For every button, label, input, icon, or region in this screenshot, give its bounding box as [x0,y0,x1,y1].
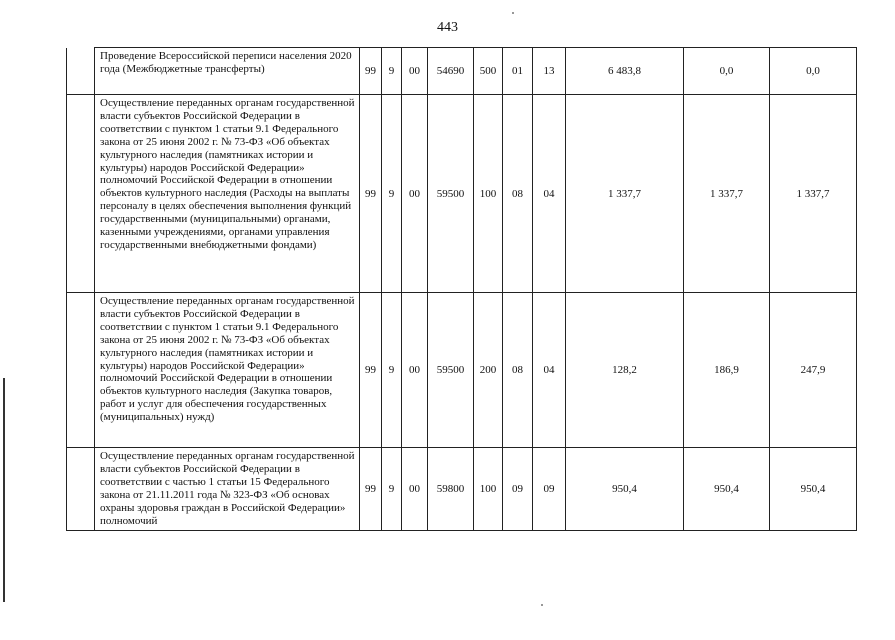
amount-cell: 6 483,8 [566,48,684,95]
direction-cell: 00 [402,95,428,293]
section-cell: 08 [503,95,533,293]
program-cell: 99 [360,48,382,95]
subprogram-cell: 9 [382,95,402,293]
row-description: Осуществление переданных органам государственной власти субъектов Российской Федерации в соответствии с пунктом 1 статьи 9.1 Федерального закона от 25 июня 2002 г. № 73-ФЗ «Об объектах культурного наследия (памятниках истории и культуры) народов Российской Федерации» полномочий Российской Федерации в отношении объектов культурного наследия (Расходы на выплаты персоналу в целях обеспечения выполнения функций государственными (муниципальными) органами, казенными учреждениями, органами управления государственными внебюджетными фондами) [95,95,360,293]
budget-table [66,47,857,531]
amount-cell: 1 337,7 [770,95,857,293]
amount-cell: 1 337,7 [566,95,684,293]
target-code-cell: 59800 [428,448,474,531]
subsection-cell: 04 [533,95,566,293]
scan-speck [541,604,543,606]
table-row [67,293,857,448]
amount-cell: 0,0 [684,48,770,95]
subsection-cell: 13 [533,48,566,95]
program-cell: 99 [360,293,382,448]
page-number: 443 [437,20,458,35]
empty-cell [67,448,95,531]
program-cell: 99 [360,448,382,531]
row-description: Осуществление переданных органам государственной власти субъектов Российской Федерации в соответствии с пунктом 1 статьи 9.1 Федерального закона от 25 июня 2002 г. № 73-ФЗ «Об объектах культурного наследия (памятниках истории и культуры) народов Российской Федерации» полномочий Российской Федерации в отношении объектов культурного наследия (Закупка товаров, работ и услуг для обеспечения государственных (муниципальных) нужд) [95,293,360,448]
section-cell: 01 [503,48,533,95]
target-code-cell: 59500 [428,293,474,448]
target-code-cell: 59500 [428,95,474,293]
direction-cell: 00 [402,293,428,448]
empty-cell [67,95,95,293]
direction-cell: 00 [402,448,428,531]
target-code-cell: 54690 [428,48,474,95]
expense-type-cell: 500 [474,48,503,95]
direction-cell: 00 [402,48,428,95]
empty-cell [67,48,95,95]
table-row [67,448,857,531]
table-row [67,48,857,95]
row-description: Осуществление переданных органам государственной власти субъектов Российской Федерации в соответствии с частью 1 статьи 15 Федерального закона от 21.11.2011 года № 323-ФЗ «Об основах охраны здоровья граждан в Российской Федерации» полномочий [95,448,360,531]
subprogram-cell: 9 [382,293,402,448]
empty-cell [67,293,95,448]
subsection-cell: 04 [533,293,566,448]
expense-type-cell: 200 [474,293,503,448]
amount-cell: 186,9 [684,293,770,448]
amount-cell: 1 337,7 [684,95,770,293]
scan-margin-line [3,378,5,602]
subprogram-cell: 9 [382,448,402,531]
amount-cell: 128,2 [566,293,684,448]
row-description: Проведение Всероссийской переписи населения 2020 года (Межбюджетные трансферты) [95,48,360,95]
program-cell: 99 [360,95,382,293]
subsection-cell: 09 [533,448,566,531]
table-row [67,95,857,293]
expense-type-cell: 100 [474,95,503,293]
amount-cell: 247,9 [770,293,857,448]
amount-cell: 0,0 [770,48,857,95]
scan-speck [512,12,514,14]
section-cell: 08 [503,293,533,448]
amount-cell: 950,4 [770,448,857,531]
subprogram-cell: 9 [382,48,402,95]
amount-cell: 950,4 [684,448,770,531]
expense-type-cell: 100 [474,448,503,531]
section-cell: 09 [503,448,533,531]
amount-cell: 950,4 [566,448,684,531]
